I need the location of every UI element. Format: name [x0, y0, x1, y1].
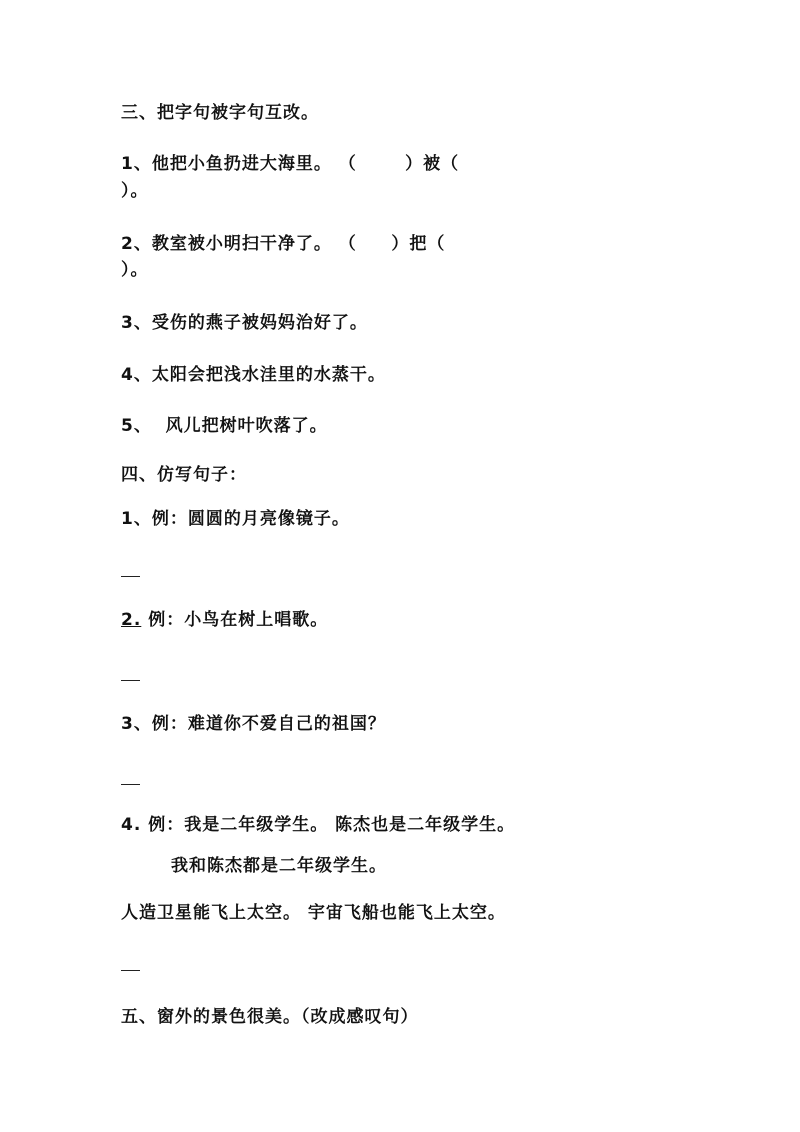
answer-blank-1[interactable] — [121, 576, 140, 577]
question-1-line-1: 1、他把小鱼扔进大海里。 （ ）被（ — [121, 154, 460, 174]
example-1: 1、例：圆圆的月亮像镜子。 — [121, 509, 350, 529]
example-2-number: 2. — [121, 610, 142, 630]
example-2-text: 例：小鸟在树上唱歌。 — [141, 610, 329, 630]
question-1-line-2: ）。 — [121, 181, 149, 201]
section-4-title: 四、仿写句子： — [121, 465, 247, 485]
question-2-line-2: ）。 — [121, 260, 149, 280]
answer-blank-4[interactable] — [121, 970, 140, 971]
example-4-line-1: 4. 例：我是二年级学生。 陈杰也是二年级学生。 — [121, 815, 516, 835]
question-3: 3、受伤的燕子被妈妈治好了。 — [121, 313, 368, 333]
answer-blank-2[interactable] — [121, 680, 140, 681]
section-3-title: 三、把字句被字句互改。 — [121, 103, 319, 123]
question-2-line-1: 2、教室被小明扫干净了。 （ ）把（ — [121, 234, 446, 254]
example-4-exercise: 人造卫星能飞上太空。 宇宙飞船也能飞上太空。 — [121, 903, 506, 923]
section-5-title: 五、窗外的景色很美。（改成感叹句） — [121, 1007, 419, 1027]
question-4: 4、太阳会把浅水洼里的水蒸干。 — [121, 365, 386, 385]
question-5: 5、 风儿把树叶吹落了。 — [121, 416, 328, 436]
answer-blank-3[interactable] — [121, 784, 140, 785]
example-2 — [121, 609, 328, 631]
example-4-line-2: 我和陈杰都是二年级学生。 — [171, 856, 387, 876]
example-3: 3、例：难道你不爱自己的祖国？ — [121, 714, 386, 734]
